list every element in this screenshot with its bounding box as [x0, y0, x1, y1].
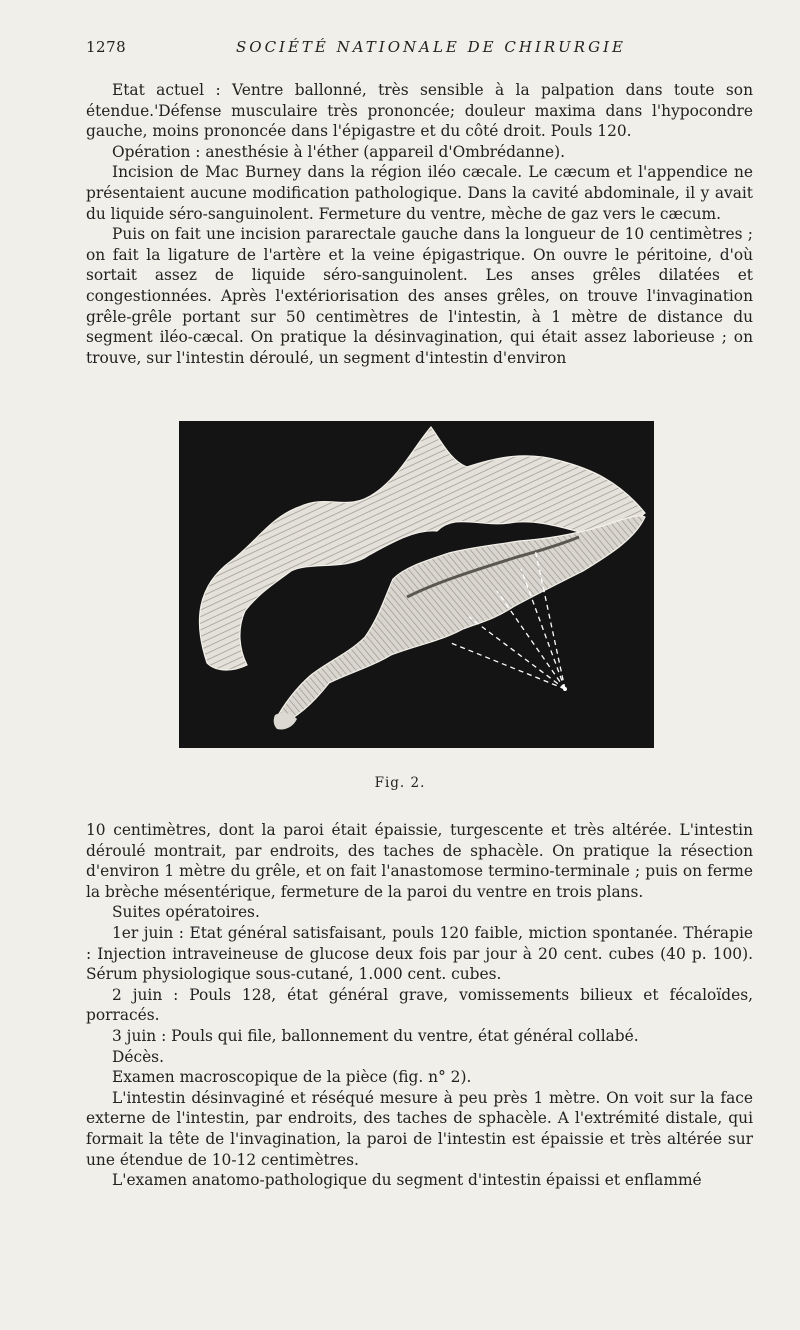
intestine-specimen-image	[179, 421, 654, 748]
paragraph: L'examen anatomo-pathologique du segment d'intestin épaissi et enflammé	[112, 1171, 702, 1190]
paragraph: 1er juin : Etat général satisfaisant, pouls 120 faible, miction spontanée. Thérapie : Injection intraveineuse de glucose deux fois par jour à 20 cent. cubes (40 p. 100). Sérum physiologique sous-cutané, 1.000 cent. cubes.	[86, 923, 753, 984]
page-number: 1278	[86, 38, 127, 56]
figure-caption: Fig. 2.	[374, 775, 426, 791]
paragraph: L'intestin désinvaginé et réséqué mesure à peu près 1 mètre. On voit sur la face externe de l'intestin, par endroits, des taches de sphacèle. A l'extrémité distale, qui formait la tête de l'invagination, la paroi de l'intestin est épaissie et très altérée sur une étendue de 10-12 centimètres.	[86, 1088, 753, 1169]
paragraph: Suites opératoires.	[112, 903, 260, 922]
paragraph: 2 juin : Pouls 128, état général grave, vomissements bilieux et fécaloïdes, porracés.	[86, 985, 753, 1025]
paragraph: Opération : anesthésie à l'éther (appareil d'Ombrédanne).	[112, 142, 566, 161]
paragraph: Examen macroscopique de la pièce (fig. n° 2).	[112, 1068, 472, 1087]
running-head: SOCIÉTÉ NATIONALE DE CHIRURGIE	[236, 38, 626, 56]
paragraph: 10 centimètres, dont la paroi était épaissie, turgescente et très altérée. L'intestin déroulé montrait, par endroits, des taches de sphacèle. On pratique la résection d'environ 1 mètre du grêle, et on fait l'anastomose termino-terminale ; puis on ferme la brèche mésentérique, fermeture de la paroi du ventre en trois plans.	[86, 821, 753, 901]
body-text-top	[86, 80, 753, 368]
paragraph: Puis on fait une incision pararectale gauche dans la longueur de 10 centimètres ; on fait la ligature de l'artère et la veine épigastrique. On ouvre le péritoine, d'où sortait assez de liquide séro-sanguinolent. Les anses grêles dilatées et congestionnées. Après l'extériorisation des anses grêles, on trouve l'invagination grêle-grêle portant sur 50 centimètres de l'intestin, à 1 mètre de distance du segment iléo-cæcal. On pratique la désinvagination, qui était assez laborieuse ; on trouve, sur l'intestin déroulé, un segment d'intestin d'environ	[86, 225, 753, 367]
paragraph: Etat actuel : Ventre ballonné, très sensible à la palpation dans toute son étendue.'Défense musculaire très prononcée; douleur maxima dans l'hypocondre gauche, moins prononcée dans l'épigastre et du côté droit. Pouls 120.	[86, 81, 753, 141]
body-text-bottom	[86, 820, 753, 1191]
paragraph: 3 juin : Pouls qui file, ballonnement du ventre, état général collabé.	[112, 1026, 639, 1045]
paragraph: Décès.	[112, 1047, 164, 1066]
paragraph: Incision de Mac Burney dans la région iléo cæcale. Le cæcum et l'appendice ne présentaient aucune modification pathologique. Dans la cavité abdominale, il y avait du liquide séro-sanguinolent. Fermeture du ventre, mèche de gaz vers le cæcum.	[86, 163, 753, 223]
figure-intestine-photo	[179, 421, 654, 748]
